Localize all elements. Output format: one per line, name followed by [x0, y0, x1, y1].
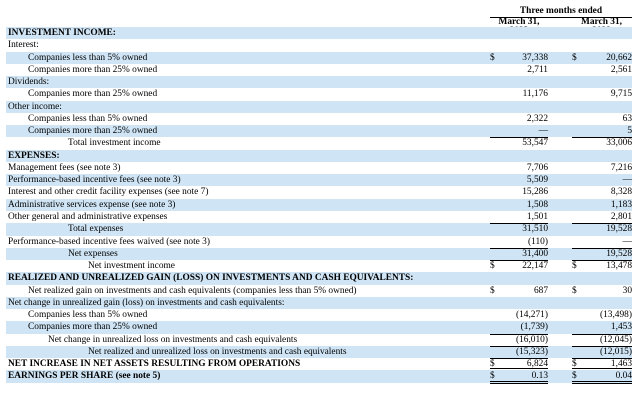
currency-symbol: $: [572, 371, 577, 382]
table-row: [6, 52, 632, 64]
row-label: REALIZED AND UNREALIZED GAIN (LOSS) ON INVESTMENTS AND CASH EQUIVALENTS:: [8, 273, 414, 284]
value-2023: 687: [533, 285, 548, 296]
row-label: Administrative services expense (see note 3): [8, 199, 176, 210]
value-2022: 7,216: [610, 162, 632, 173]
value-2022: 30: [622, 285, 632, 296]
currency-symbol: $: [490, 285, 495, 296]
table-row: [6, 174, 632, 186]
subtotal-rule: [572, 346, 632, 347]
subtotal-rule: [490, 223, 548, 224]
value-2022: 8,328: [610, 187, 632, 198]
value-2022: 33,006: [606, 138, 632, 149]
currency-symbol: $: [572, 261, 577, 272]
row-label: Companies more than 25% owned: [28, 126, 158, 137]
value-2022: 19,528: [606, 248, 632, 259]
period-span-label: Three months ended: [519, 6, 603, 16]
row-label: Companies less than 5% owned: [28, 310, 148, 321]
table-row: [6, 186, 632, 198]
column-march-2022: March 31,: [571, 18, 632, 37]
value-2023: 31,510: [522, 224, 548, 235]
table-row: [6, 125, 632, 137]
value-2023: (16,010): [515, 334, 548, 345]
table-row: [6, 88, 632, 100]
subtotal-rule: [572, 223, 632, 224]
table-row: [6, 358, 632, 370]
currency-symbol: $: [490, 52, 495, 63]
row-label: Net change in unrealized gain (loss) on investments and cash equivalents:: [8, 297, 285, 308]
row-label: Net realized and unrealized loss on investments and cash equivalents: [88, 346, 347, 357]
table-row: [6, 260, 632, 272]
subtotal-rule: [572, 248, 632, 249]
table-row: [6, 334, 632, 346]
subtotal-rule: [572, 334, 632, 335]
table-row: [6, 150, 632, 162]
value-2022: (12,045): [599, 334, 632, 345]
row-label: INVESTMENT INCOME:: [8, 28, 116, 38]
table-row: [6, 76, 632, 88]
row-label: Performance-based incentive fees (see note 3): [8, 175, 181, 186]
table-row: [6, 223, 632, 235]
table-row: [6, 113, 632, 125]
table-row: [6, 137, 632, 149]
subtotal-rule: [572, 137, 632, 138]
value-2023: 1,501: [526, 211, 548, 222]
row-label: Performance-based incentive fees waived (see note 3): [8, 236, 210, 247]
value-2022: (12,015): [599, 346, 632, 357]
value-2023: (110): [528, 236, 548, 247]
value-2022: 1,453: [610, 322, 632, 333]
value-2022: 9,715: [610, 89, 632, 100]
value-2022: —: [622, 175, 632, 186]
row-label: Companies more than 25% owned: [28, 64, 158, 75]
column-header: [0, 4, 640, 26]
table-row: [6, 297, 632, 309]
value-2023: 7,706: [526, 162, 548, 173]
total-double-rule: [572, 381, 632, 384]
value-2023: 1,508: [526, 199, 548, 210]
currency-symbol: $: [572, 285, 577, 296]
table-row: [6, 211, 632, 223]
value-2022: —: [622, 236, 632, 247]
row-label: Total investment income: [68, 138, 161, 149]
value-2023: (14,271): [515, 310, 548, 321]
subtotal-rule: [490, 260, 548, 261]
value-2022: 0.04: [615, 371, 632, 382]
value-2022: 19,528: [606, 224, 632, 235]
currency-symbol: $: [490, 359, 495, 370]
row-label: Interest:: [8, 40, 39, 51]
value-2023: (15,323): [515, 346, 548, 357]
table-row: [6, 236, 632, 248]
value-2023: 6,824: [526, 359, 548, 370]
value-2022: 2,801: [610, 211, 632, 222]
currency-symbol: $: [490, 371, 495, 382]
row-label: EXPENSES:: [8, 150, 60, 161]
row-label: Companies less than 5% owned: [28, 52, 148, 63]
row-label: Companies less than 5% owned: [28, 113, 148, 124]
row-label: Interest and other credit facility expenses (see note 7): [8, 187, 209, 198]
value-2023: 15,286: [522, 187, 548, 198]
table-row: [6, 101, 632, 113]
subtotal-rule: [490, 346, 548, 347]
value-2023: 53,547: [522, 138, 548, 149]
row-label: Other income:: [8, 101, 62, 112]
value-2023: 0.13: [531, 371, 548, 382]
row-label: Net change in unrealized loss on investments and cash equivalents: [48, 334, 298, 345]
subtotal-rule: [572, 358, 632, 359]
value-2023: —: [538, 126, 548, 137]
row-label: NET INCREASE IN NET ASSETS RESULTING FROM OPERATIONS: [8, 359, 301, 370]
table-row: [6, 370, 632, 382]
row-label: Net investment income: [88, 261, 175, 272]
table-row: [6, 309, 632, 321]
row-label: Total expenses: [68, 224, 124, 235]
value-2022: 63: [622, 113, 632, 124]
table-row: [6, 248, 632, 260]
subtotal-rule: [490, 334, 548, 335]
currency-symbol: $: [490, 261, 495, 272]
row-label: Other general and administrative expenses: [8, 211, 168, 222]
table-row: [6, 321, 632, 333]
value-2022: 13,478: [606, 261, 632, 272]
subtotal-rule: [490, 248, 548, 249]
row-label: EARNINGS PER SHARE (see note 5): [8, 371, 161, 382]
row-label: Net realized gain on investments and cash equivalents (companies less than 5% owned): [28, 285, 357, 296]
value-2022: (13,498): [599, 310, 632, 321]
subtotal-rule: [490, 137, 548, 138]
table-row: [6, 39, 632, 51]
value-2022: 20,662: [606, 52, 632, 63]
value-2023: 5,509: [526, 175, 548, 186]
currency-symbol: $: [572, 52, 577, 63]
table-row: [6, 199, 632, 211]
table-row: [6, 272, 632, 284]
table-row: [6, 64, 632, 76]
row-label: Companies more than 25% owned: [28, 322, 158, 333]
subtotal-rule: [572, 260, 632, 261]
value-2023: 11,176: [522, 89, 548, 100]
table-row: [6, 27, 632, 39]
value-2022: 1,463: [610, 359, 632, 370]
row-label: Management fees (see note 3): [8, 162, 121, 173]
value-2023: 2,322: [526, 113, 548, 124]
value-2022: 1,183: [610, 199, 632, 210]
statement-rows: [6, 27, 632, 383]
value-2023: 37,338: [522, 52, 548, 63]
table-row: [6, 285, 632, 297]
value-2022: 2,561: [610, 64, 632, 75]
row-label: Net expenses: [68, 248, 118, 259]
value-2023: (1,739): [520, 322, 548, 333]
row-label: Companies more than 25% owned: [28, 89, 158, 100]
table-row: [6, 162, 632, 174]
row-label: Dividends:: [8, 77, 50, 88]
column-march-2023: March 31,: [490, 18, 548, 37]
subtotal-rule: [490, 358, 548, 359]
value-2023: 2,711: [527, 64, 548, 75]
value-2023: 22,147: [522, 261, 548, 272]
table-row: [6, 346, 632, 358]
value-2023: 31,400: [522, 248, 548, 259]
currency-symbol: $: [572, 359, 577, 370]
total-double-rule: [490, 381, 548, 384]
value-2022: 5: [627, 126, 632, 137]
